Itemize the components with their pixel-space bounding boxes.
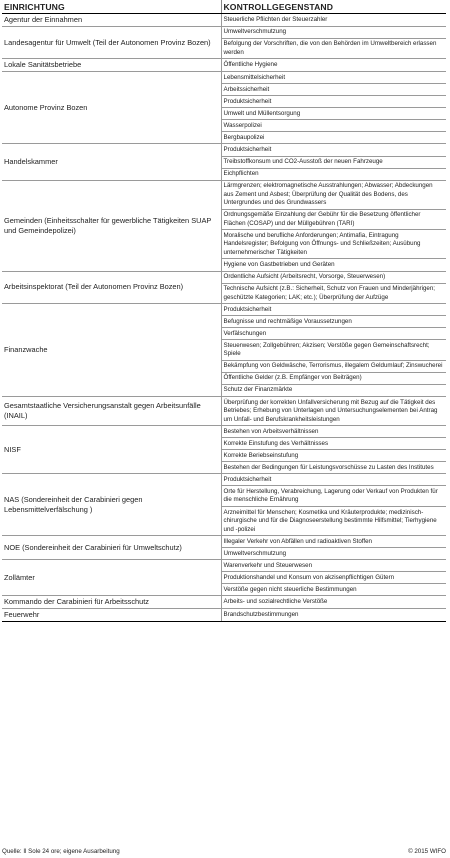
- table-row: [2, 596, 446, 609]
- table-row: [2, 536, 446, 548]
- source-note: Quelle: Il Sole 24 ore; eigene Ausarbeitung: [2, 848, 120, 855]
- einrichtung-cell: Landesagentur für Umwelt (Teil der Autonomen Provinz Bozen): [2, 26, 221, 59]
- kontrollgegenstand-cell: Arzneimittel für Menschen; Kosmetika und Kräuterprodukte; medizinisch-chirurgische und für die Diagnoseerstellung bestimmte Hilfsmittel; Tierhygiene und -polizei: [221, 507, 446, 536]
- einrichtung-cell: Lokale Sanitätsbetriebe: [2, 59, 221, 72]
- kontrollgegenstand-cell: Befugnisse und rechtmäßige Voraussetzungen: [221, 316, 446, 328]
- kontrollgegenstand-cell: Arbeits- und sozialrechtliche Verstöße: [221, 596, 446, 609]
- table-row: [2, 144, 446, 156]
- kontrollgegenstand-cell: Warenverkehr und Steuerwesen: [221, 560, 446, 572]
- table-body: [2, 14, 446, 622]
- einrichtung-cell: Autonome Provinz Bozen: [2, 72, 221, 144]
- kontrollgegenstand-cell: Moralische und berufliche Anforderungen; Antimafia, Eintragung Handelsregister; Befolgung von Öffnungs- und Schließzeiten; Ausübung unternehmerischer Tätigkeiten: [221, 230, 446, 259]
- kontrollgegenstand-cell: Orte für Herstellung, Verabreichung, Lagerung oder Verkauf von Produkten für die menschliche Ernährung: [221, 486, 446, 507]
- kontrollgegenstand-cell: Ordnungsgemäße Einzahlung der Gebühr für die Besetzung öffentlicher Flächen (COSAP) und der Müllgebühren (TARI): [221, 209, 446, 230]
- kontrollgegenstand-cell: Umweltverschmutzung: [221, 26, 446, 38]
- copyright: © 2015 WIFO: [408, 848, 446, 855]
- einrichtung-cell: NOE (Sondereinheit der Carabinieri für Umweltschutz): [2, 536, 221, 560]
- kontrollgegenstand-cell: Öffentliche Gelder (z.B. Empfänger von Beiträgen): [221, 372, 446, 384]
- kontrollgegenstand-cell: Verstöße gegen nicht steuerliche Bestimmungen: [221, 584, 446, 596]
- kontrollgegenstand-cell: Produktsicherheit: [221, 304, 446, 316]
- kontrollgegenstand-cell: Technische Aufsicht (z.B.: Sicherheit, Schutz von Frauen und Minderjährigen; geschützte Kategorien; LAK; etc.); Überprüfung der Aufzüge: [221, 283, 446, 304]
- kontrollgegenstand-cell: Korrekte Einstufung des Verhältnisses: [221, 438, 446, 450]
- einrichtung-cell: Kommando der Carabinieri für Arbeitsschutz: [2, 596, 221, 609]
- table-row: [2, 271, 446, 283]
- einrichtung-cell: NISF: [2, 426, 221, 474]
- kontrollgegenstand-cell: Lebensmittelsicherheit: [221, 72, 446, 84]
- kontrollgegenstand-cell: Eichpflichten: [221, 168, 446, 180]
- header-row: [2, 0, 446, 14]
- kontrollgegenstand-cell: Öffentliche Hygiene: [221, 59, 446, 72]
- kontrollgegenstand-cell: Produktsicherheit: [221, 474, 446, 486]
- kontrollgegenstand-cell: Bestehen von Arbeitsverhältnissen: [221, 426, 446, 438]
- footer: [2, 848, 446, 855]
- kontrollgegenstand-cell: Verfälschungen: [221, 328, 446, 340]
- einrichtung-cell: Finanzwache: [2, 304, 221, 397]
- table-row: [2, 14, 446, 27]
- kontrollgegenstand-cell: Produktsicherheit: [221, 96, 446, 108]
- header-einrichtung: EINRICHTUNG: [2, 0, 221, 14]
- kontrollgegenstand-cell: Produktionshandel und Konsum von akzisenpflichtigen Gütern: [221, 572, 446, 584]
- header-kontrollgegenstand: KONTROLLGEGENSTAND: [221, 0, 446, 14]
- table-row: [2, 59, 446, 72]
- einrichtung-cell: Arbeitsinspektorat (Teil der Autonomen Provinz Bozen): [2, 271, 221, 304]
- table-row: [2, 560, 446, 572]
- table-row: [2, 304, 446, 316]
- table-row: [2, 474, 446, 486]
- table-row: [2, 426, 446, 438]
- kontrollgegenstand-cell: Lärmgrenzen; elektromagnetische Ausstrahlungen; Abwasser; Abdeckungen aus Zement und Asbest; Überprüfung der Qualität des Bodens, des Untergrundes und des Grundwassers: [221, 180, 446, 209]
- table-row: [2, 180, 446, 209]
- kontrollgegenstand-cell: Bergbaupolizei: [221, 132, 446, 144]
- kontrollgegenstand-cell: Hygiene von Gastbetrieben und Geräten: [221, 259, 446, 271]
- control-table: [2, 0, 446, 622]
- einrichtung-cell: Zollämter: [2, 560, 221, 596]
- table-row: [2, 609, 446, 622]
- kontrollgegenstand-cell: Wasserpolizei: [221, 120, 446, 132]
- einrichtung-cell: Gemeinden (Einheitsschalter für gewerbliche Tätigkeiten SUAP und Gemeindepolizei): [2, 180, 221, 271]
- table-row: [2, 397, 446, 426]
- kontrollgegenstand-cell: Arbeitssicherheit: [221, 84, 446, 96]
- kontrollgegenstand-cell: Illegaler Verkehr von Abfällen und radioaktiven Stoffen: [221, 536, 446, 548]
- kontrollgegenstand-cell: Brandschutzbestimmungen: [221, 609, 446, 622]
- kontrollgegenstand-cell: Umweltverschmutzung: [221, 548, 446, 560]
- kontrollgegenstand-cell: Steuerliche Pflichten der Steuerzahler: [221, 14, 446, 27]
- kontrollgegenstand-cell: Steuerwesen; Zollgebühren; Akzisen; Verstöße gegen Gemeinschaftsrecht; Spiele: [221, 340, 446, 361]
- kontrollgegenstand-cell: Ordentliche Aufsicht (Arbeitsrecht, Vorsorge, Steuerwesen): [221, 271, 446, 283]
- kontrollgegenstand-cell: Bestehen der Bedingungen für Leistungsvorschüsse zu Lasten des Institutes: [221, 462, 446, 474]
- kontrollgegenstand-cell: Überprüfung der korrekten Unfallversicherung mit Bezug auf die Tätigkeit des Betriebes; Erhebung von Unterlagen und Untersuchungselementen bei Antrag um Unfall- und Berufskrankheitsleistungen: [221, 397, 446, 426]
- einrichtung-cell: Agentur der Einnahmen: [2, 14, 221, 27]
- kontrollgegenstand-cell: Schutz der Finanzmärkte: [221, 384, 446, 396]
- kontrollgegenstand-cell: Korrekte Beriebseinstufung: [221, 450, 446, 462]
- kontrollgegenstand-cell: Produktsicherheit: [221, 144, 446, 156]
- einrichtung-cell: NAS (Sondereinheit der Carabinieri gegen Lebensmittelverfälschung ): [2, 474, 221, 536]
- einrichtung-cell: Gesamtstaatliche Versicherungsanstalt gegen Arbeitsunfälle (INAIL): [2, 397, 221, 426]
- table-row: [2, 72, 446, 84]
- kontrollgegenstand-cell: Befolgung der Vorschriften, die von den Behörden im Umweltbereich erlassen werden: [221, 38, 446, 59]
- einrichtung-cell: Feuerwehr: [2, 609, 221, 622]
- kontrollgegenstand-cell: Umwelt und Müllentsorgung: [221, 108, 446, 120]
- einrichtung-cell: Handelskammer: [2, 144, 221, 180]
- kontrollgegenstand-cell: Treibstoffkonsum und CO2-Ausstoß der neuen Fahrzeuge: [221, 156, 446, 168]
- table-row: [2, 26, 446, 38]
- kontrollgegenstand-cell: Bekämpfung von Geldwäsche, Terrorismus, illegalem Geldumlauf; Zinswucherei: [221, 360, 446, 372]
